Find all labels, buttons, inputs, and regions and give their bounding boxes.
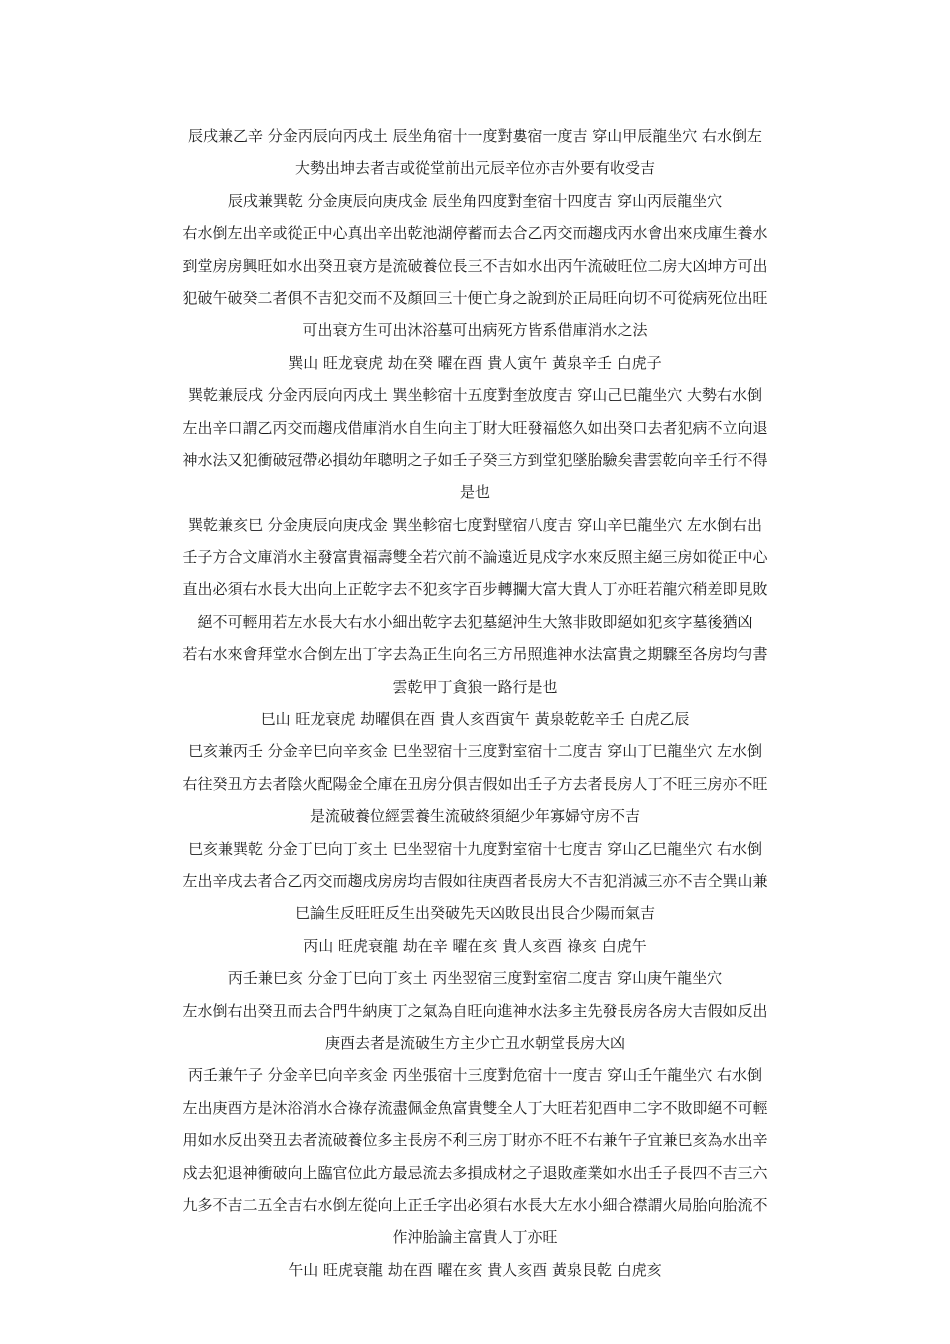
text-line: 若右水來會拜堂水合倒左出丁字去為正生向名三方吊照進神水法富貴之期驟至各房均勻書 [182,645,768,664]
text-line: 絕不可輕用若左水長大右水小細出乾字去犯墓絕沖生大煞非敗即絕如犯亥字墓後猶凶 [197,612,753,631]
text-line: 左出庚酉方是沐浴消水合祿存流盡佩金魚富貴雙全人丁大旺若犯酉申二字不敗即絕不可輕 [182,1098,768,1117]
text-line: 到堂房房興旺如水出癸丑衰方是流破養位長三不吉如水出丙午流破旺位二房大凶坤方可出 [182,256,768,275]
text-line: 壬子方合文庫消水主發富貴福壽雙全若穴前不論遠近見戍字水來反照主絕三房如從正中心 [182,548,768,567]
text-line: 左出辛戌去者合乙丙交而趨戌房房均吉假如往庚酉者長房大不吉犯消滅三亦不吉仝巽山兼 [182,871,768,890]
text-line: 巽乾兼辰戌 分金丙辰向丙戌土 巽坐軫宿十五度對奎放度吉 穿山己巳龍坐穴 大勢右水倒 [187,386,763,405]
text-line: 右水倒左出辛或從正中心真出辛出乾池湖停蓄而去合乙丙交而趨戌丙水會出來戌庫生養水 [182,224,768,243]
text-line: 戍去犯退神衝破向上臨官位此方最忌流去多損成材之子退敗產業如水出壬子長四不吉三六 [182,1163,768,1182]
text-line: 直出必須右水長大出向上正乾字去不犯亥字百步轉攔大富大貴人丁亦旺若龍穴稍差即見敗 [182,580,768,599]
text-line: 丙壬兼午子 分金辛巳向辛亥金 丙坐張宿十三度對危宿十一度吉 穿山壬午龍坐穴 右水倒 [187,1066,763,1085]
text-line: 左出辛口謂乙丙交而趨戌借庫消水自生向主丁財大旺發福悠久如出癸口去者犯病不立向退 [182,418,768,437]
text-line: 巳論生反旺旺反生出癸破先天凶敗艮出艮合少陽而氣吉 [294,904,655,923]
text-line: 是流破養位經雲養生流破終須絕少年寡婦守房不吉 [309,807,640,826]
text-line: 巳山 旺龙衰虎 劫曜俱在酉 貴人亥酉寅午 黃泉乾乾辛壬 白虎乙辰 [260,710,690,729]
text-line: 右往癸丑方去者陰火配陽金仝庫在丑房分俱吉假如出壬子方去者長房人丁不旺三房亦不旺 [182,774,768,793]
text-line: 巳亥兼丙壬 分金辛巳向辛亥金 巳坐翌宿十三度對室宿十二度吉 穿山丁巳龍坐穴 左水倒 [187,742,763,761]
document-page [132,120,818,1286]
text-line: 丙山 旺虎衰龍 劫在辛 曜在亥 貴人亥酉 祿亥 白虎午 [303,936,647,955]
text-line: 辰戌兼乙辛 分金丙辰向丙戌土 辰坐角宿十一度對婁宿一度吉 穿山甲辰龍坐穴 右水倒左 [187,127,763,145]
text-line: 庚酉去者是流破生方主少亡丑水朝堂長房大凶 [324,1033,625,1052]
text-line: 丙壬兼巳亥 分金丁巳向丁亥土 丙坐翌宿三度對室宿二度吉 穿山庚午龍坐穴 [227,969,723,988]
text-line: 用如水反出癸丑去者流破養位多主長房不利三房丁財亦不旺不右兼午子宜兼巳亥為水出辛 [182,1131,768,1150]
text-line: 巳亥兼巽乾 分金丁巳向丁亥土 巳坐翌宿十九度對室宿十七度吉 穿山乙巳龍坐穴 右水倒 [187,839,763,858]
text-line: 是也 [459,483,490,502]
text-line: 午山 旺虎衰龍 劫在酉 曜在亥 貴人亥酉 黃泉艮乾 白虎亥 [288,1260,662,1279]
text-line: 辰戌兼巽乾 分金庚辰向庚戌金 辰坐角四度對奎宿十四度吉 穿山丙辰龍坐穴 [227,191,723,210]
text-line: 巽乾兼亥巳 分金庚辰向庚戌金 巽坐軫宿七度對壁宿八度吉 穿山辛巳龍坐穴 左水倒右出 [187,515,763,534]
text-line: 九多不吉二五全吉右水倒左從向上正壬字出必須右水長大左水小細合襟謂火局胎向胎流不 [182,1195,768,1214]
text-line: 大勢出坤去者吉或從堂前出元辰辛位亦吉外要有收受吉 [294,159,655,178]
text-line: 巽山 旺龙衰虎 劫在癸 曜在酉 貴人寅午 黃泉辛壬 白虎子 [288,353,662,372]
text-line: 神水法又犯衝破冠帶必損幼年聰明之子如壬子癸三方到堂犯墜胎驗矣書雲乾向辛壬行不得 [182,450,768,469]
text-line: 可出衰方生可出沐浴墓可出病死方皆系借庫消水之法 [302,321,648,340]
text-line: 犯破午破癸二者俱不吉犯交而不及顏回三十便亡身之說到於正局旺向切不可從病死位出旺 [182,288,768,307]
text-line: 雲乾甲丁貪狼一路行是也 [392,677,558,696]
text-line: 作沖胎論主富貴人丁亦旺 [392,1228,558,1247]
text-line: 左水倒右出癸丑而去合門牛納庚丁之氣為自旺向進神水法多主先發長房各房大吉假如反出 [182,1001,768,1020]
